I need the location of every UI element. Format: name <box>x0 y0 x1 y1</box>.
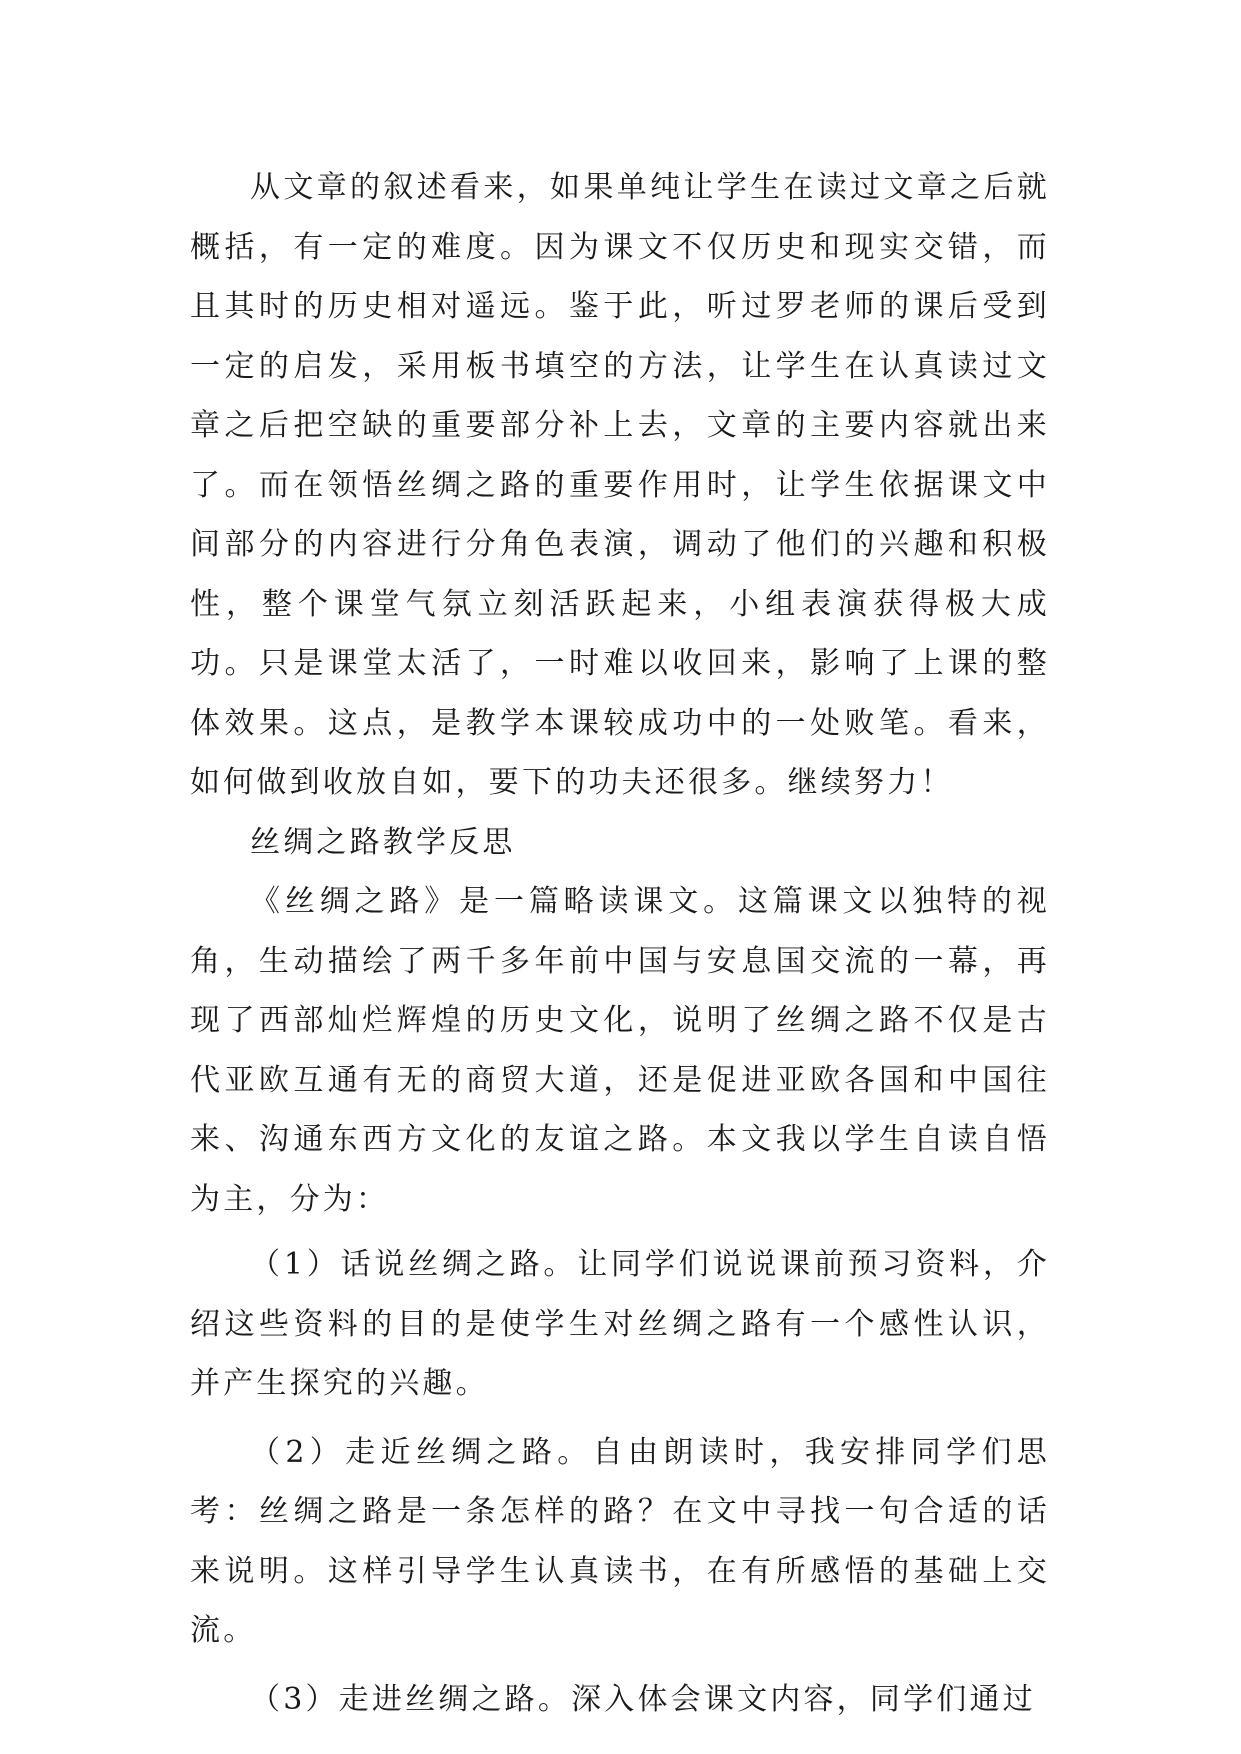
paragraph-step-3: （3）走进丝绸之路。深入体会课文内容，同学们通过 <box>250 1681 1036 1717</box>
paragraph-step-1: （1）话说丝绸之路。让同学们说说课前预习资料，介绍这些资料的目的是使学生对丝绸之路有一个感性认识，并产生探究的兴趣。 <box>190 1247 1050 1401</box>
paragraph-reflection-summary: 从文章的叙述看来，如果单纯让学生在读过文章之后就概括，有一定的难度。因为课文不仅历史和现实交错，而且其时的历史相对遥远。鉴于此，听过罗老师的课后受到一定的启发，采用板书填空的方法，让学生在认真读过文章之后把空缺的重要部分补上去，文章的主要内容就出来了。而在领悟丝绸之路的重要作用时，让学生依据课文中间部分的内容进行分角色表演，调动了他们的兴趣和积极性，整个课堂气氛立刻活跃起来，小组表演获得极大成功。只是课堂太活了，一时难以收回来，影响了上课的整体效果。这点，是教学本课较成功中的一处败笔。看来，如何做到收放自如，要下的功夫还很多。继续努力！ <box>190 170 1050 800</box>
paragraph-introduction: 《丝绸之路》是一篇略读课文。这篇课文以独特的视角，生动描绘了两千多年前中国与安息国交流的一幕，再现了西部灿烂辉煌的历史文化，说明了丝绸之路不仅是古代亚欧互通有无的商贸大道，还是促进亚欧各国和中国往来、沟通东西方文化的友谊之路。本文我以学生自读自悟为主，分为： <box>190 884 1050 1217</box>
section-heading: 丝绸之路教学反思 <box>250 824 516 860</box>
document-body <box>190 158 1050 1729</box>
paragraph-step-2: （2）走近丝绸之路。自由朗读时，我安排同学们思考：丝绸之路是一条怎样的路？在文中寻找一句合适的话来说明。这样引导学生认真读书，在有所感悟的基础上交流。 <box>190 1434 1050 1648</box>
